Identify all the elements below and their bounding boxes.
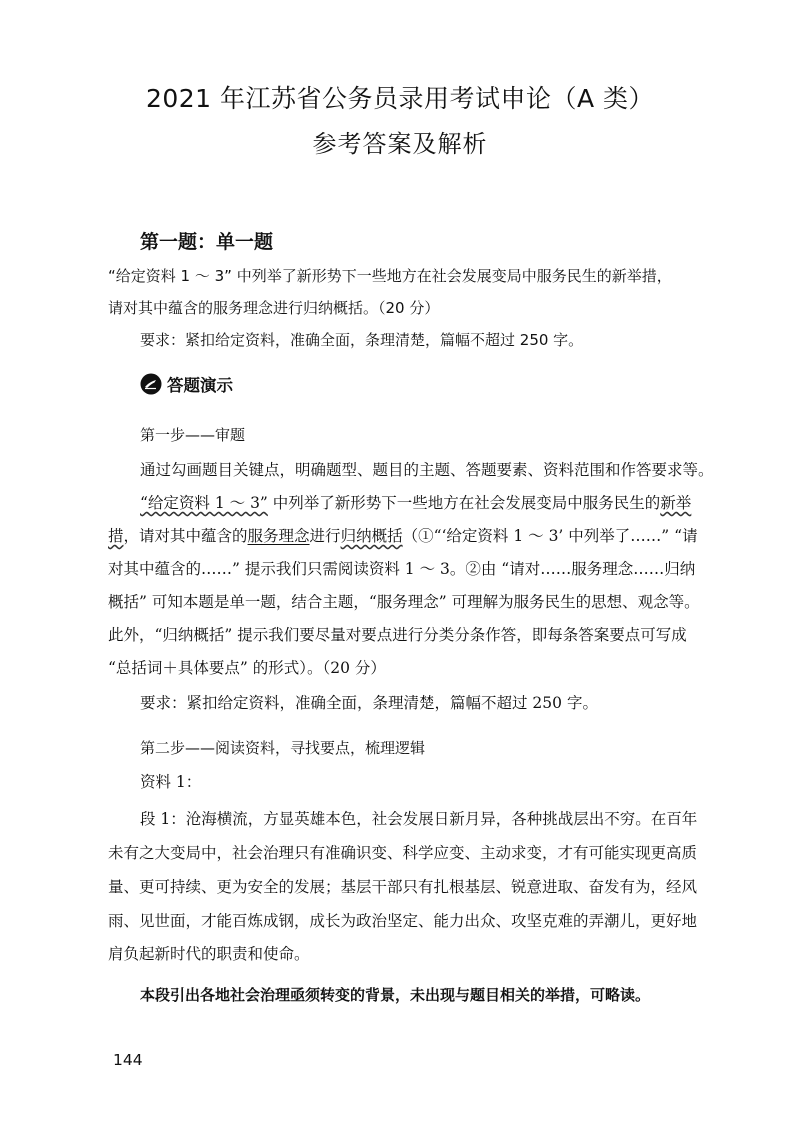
question-keyword-service-concept: 服务理念 <box>247 527 310 545</box>
material-paragraph-line-1: 段 1：沧海横流，方显英雄本色，社会发展日新月异，各种挑战层出不穷。在百年 <box>140 810 698 828</box>
material-label: 资料 1： <box>140 773 202 791</box>
section-heading: 第一题：单一题 <box>140 231 274 253</box>
question-keyword-new-measures: 新举 <box>660 494 692 512</box>
step2-title: 第二步——阅读资料，寻找要点，梳理逻辑 <box>140 739 426 757</box>
document-title: 2021 年江苏省公务员录用考试申论（A 类） <box>145 84 655 113</box>
step1-analysis-line-6: “总括词＋具体要点” 的形式）。（20 分） <box>108 659 386 677</box>
document-subtitle: 参考答案及解析 <box>312 130 488 158</box>
step1-analysis-line-4: 概括” 可知本题是单一题，结合主题，“服务理念” 可理解为服务民生的思想、观念等。 <box>108 593 700 611</box>
step1-analysis-line-3: 对其中蕴含的……” 提示我们只需阅读资料 1 ～ 3。②由 “请对……服务理念……归纳 <box>108 560 696 578</box>
step1-intro: 通过勾画题目关键点，明确题型、题目的主题、答题要素、资料范围和作答要求等。 <box>140 461 714 479</box>
demo-label: 答题演示 <box>167 376 233 395</box>
step1-question-line-1 <box>140 491 691 513</box>
step1-requirement: 要求：紧扣给定资料，准确全面，条理清楚，篇幅不超过 250 字。 <box>140 694 598 712</box>
step1-title: 第一步——审题 <box>140 426 246 444</box>
question-requirement: 要求：紧扣给定资料，准确全面，条理清楚，篇幅不超过 250 字。 <box>140 331 584 349</box>
page-number: 144 <box>113 1051 143 1069</box>
material-paragraph-line-2: 未有之大变局中，社会治理只有准确识变、科学应变、主动求变，才有可能实现更高质 <box>108 844 698 862</box>
question-text-3: 进行 <box>309 527 341 545</box>
step1-question-line-2 <box>108 524 698 546</box>
demo-heading <box>140 372 233 396</box>
question-analysis-start: （①“‘给定资料 1 ～ 3’ 中列举了……” “请 <box>402 527 698 545</box>
question-keyword-materials: “给定资料 1 ～ 3” <box>140 494 268 512</box>
material-paragraph-line-5: 肩负起新时代的职责和使命。 <box>108 945 310 963</box>
question-keyword-summarize: 归纳概括 <box>340 527 403 545</box>
question-line-2: 请对其中蕴含的服务理念进行归纳概括。（20 分） <box>108 299 440 317</box>
step1-analysis-line-5: 此外，“归纳概括” 提示我们要尽量对要点进行分类分条作答，即每条答案要点可写成 <box>108 626 687 644</box>
question-line-1: “给定资料 1 ～ 3” 中列举了新形势下一些地方在社会发展变局中服务民生的新举措， <box>108 267 672 285</box>
pen-icon <box>140 373 162 395</box>
material-paragraph-line-4: 雨、见世面，才能百炼成钢，成长为政治坚定、能力出众、攻坚克难的弄潮儿，更好地 <box>108 912 698 930</box>
paragraph-summary: 本段引出各地社会治理亟须转变的背景，未出现与题目相关的举措，可略读。 <box>140 986 651 1004</box>
material-paragraph-line-3: 量、更可持续、更为安全的发展；基层干部只有扎根基层、锐意进取、奋发有为，经风 <box>108 878 698 896</box>
question-text: 中列举了新形势下一些地方在社会发展变局中服务民生的 <box>267 494 661 512</box>
question-keyword-new-measures-cont: 措 <box>108 527 124 545</box>
question-text-2: ，请对其中蕴含的 <box>123 527 248 545</box>
